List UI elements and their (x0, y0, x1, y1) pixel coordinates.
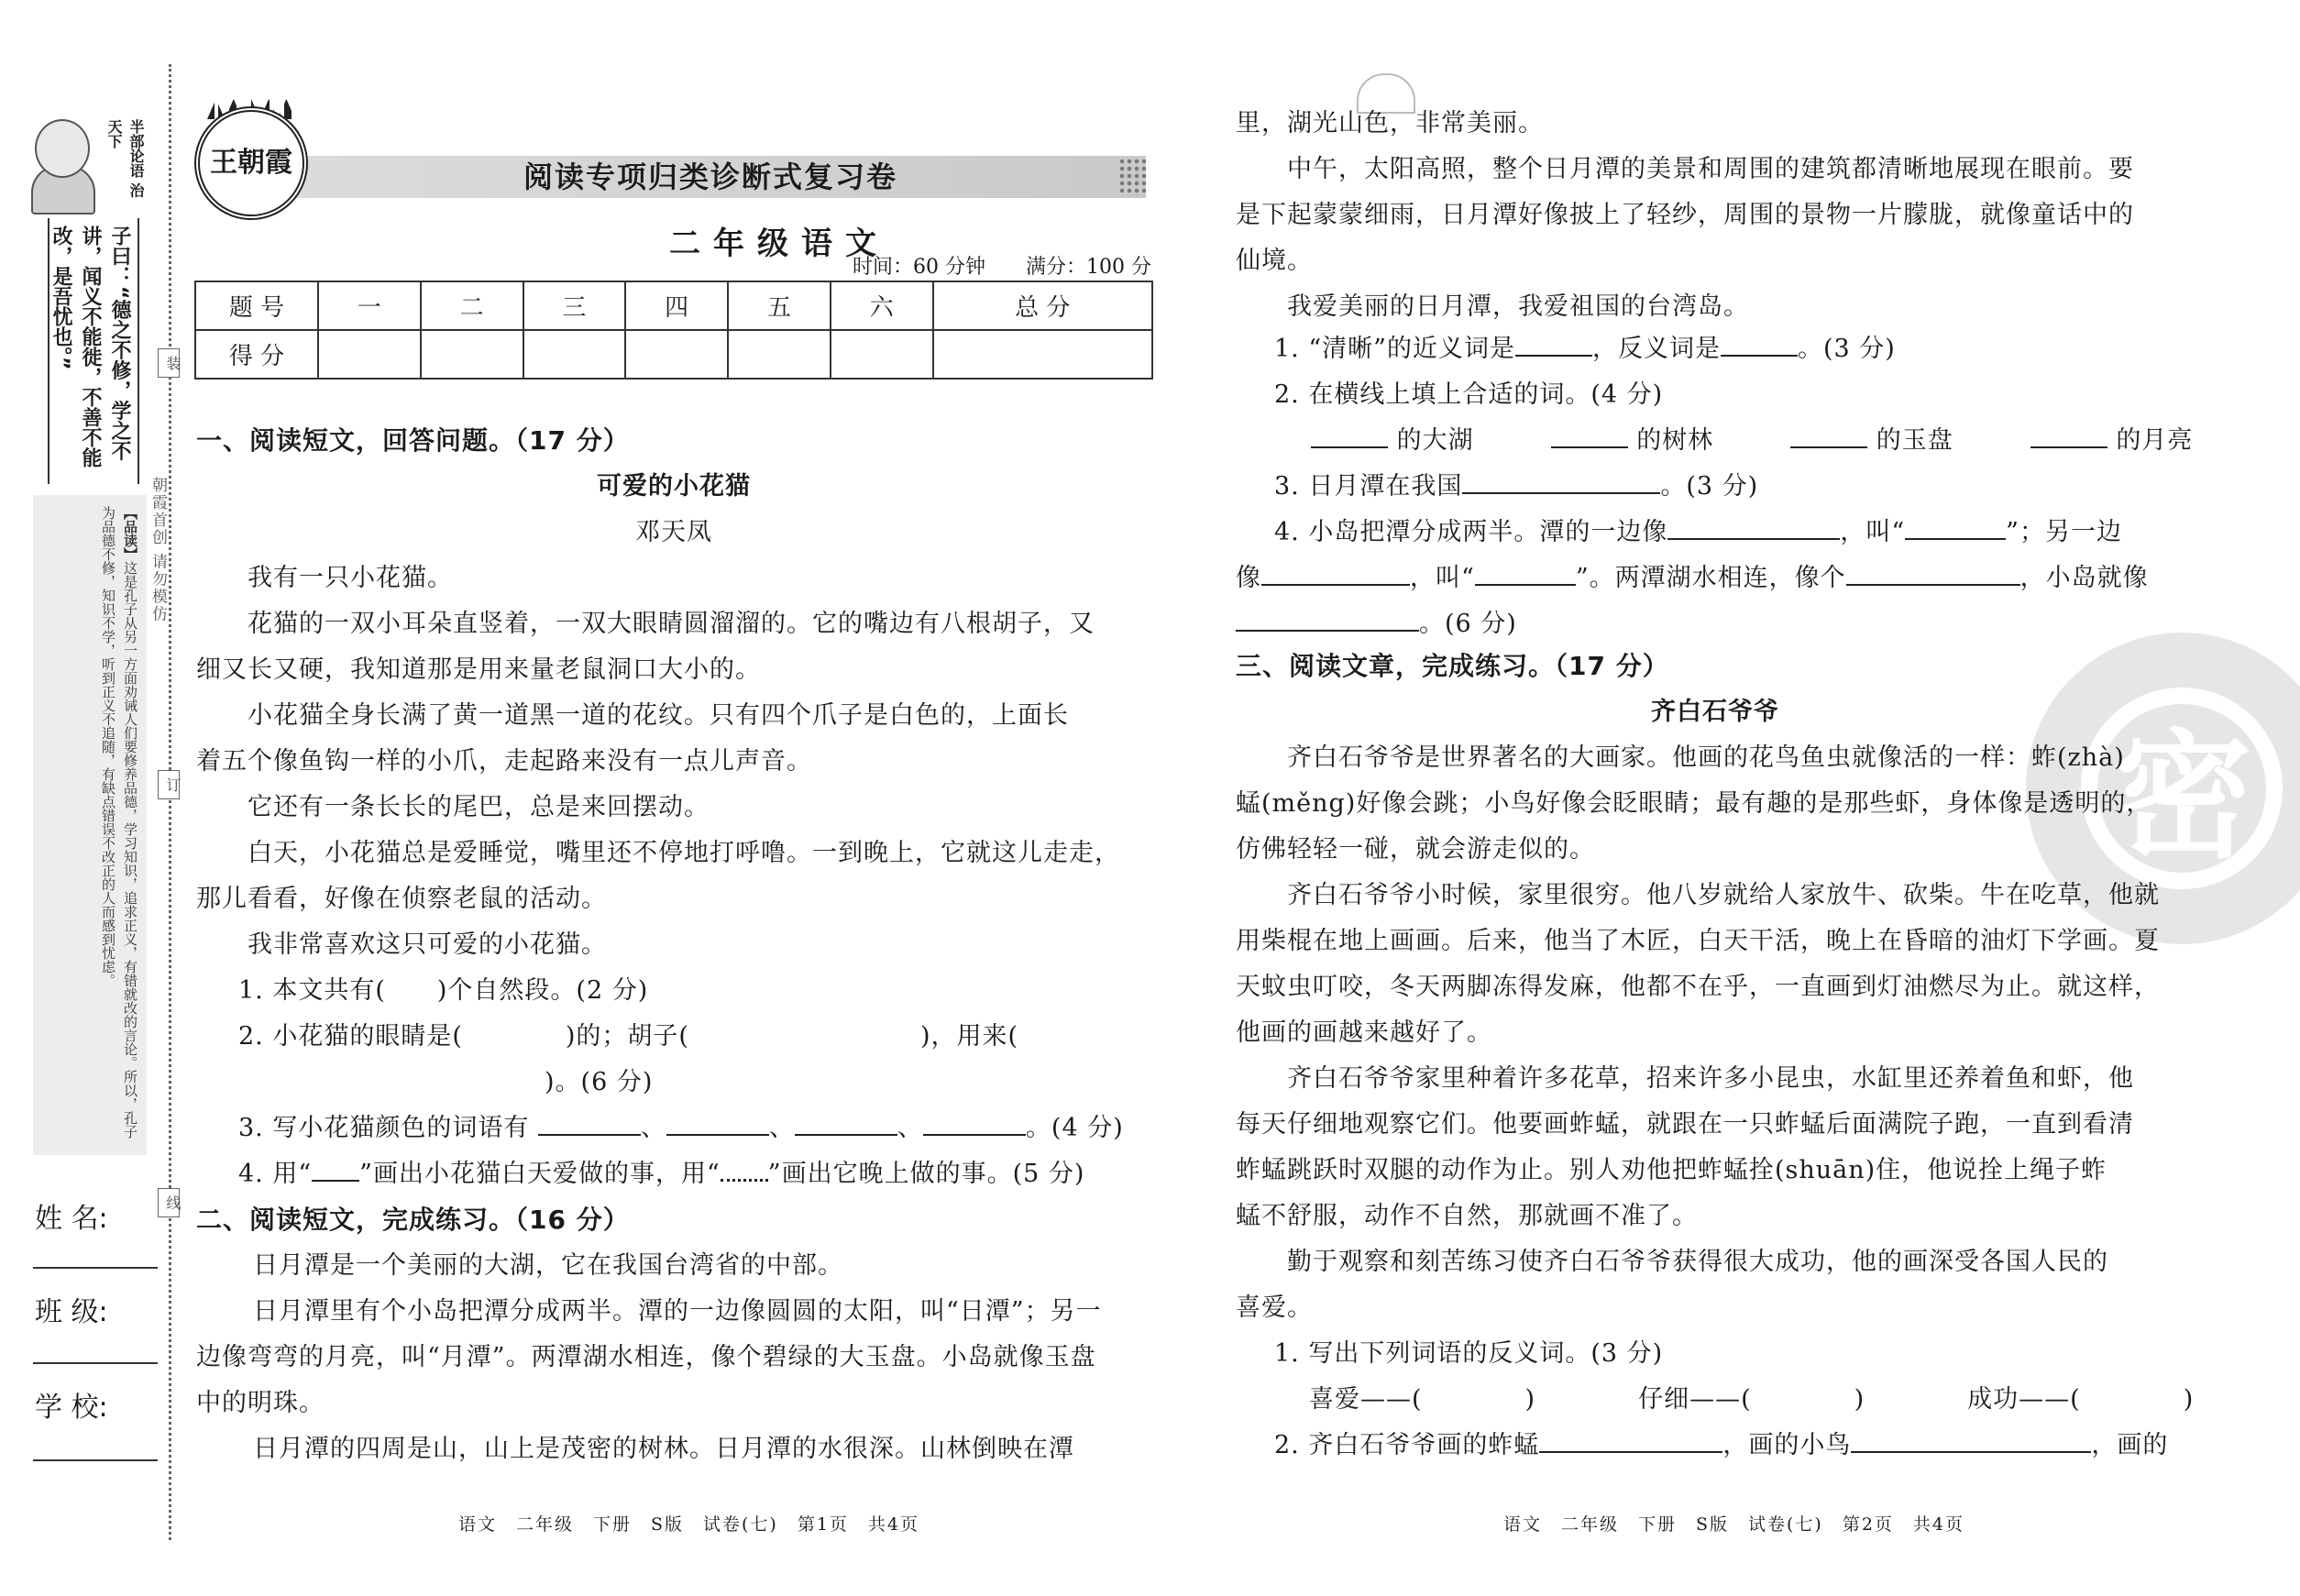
class-line[interactable] (33, 1362, 158, 1364)
q-text: 。(3 分) (1797, 335, 1896, 363)
q4-text: ”画出小花猫白天爱做的事，用“ (359, 1160, 721, 1188)
score-row-label: 得 分 (195, 330, 318, 379)
story3-para: 齐白石爷爷家里种着许多花草，招来许多小昆虫，水缸里还养着鱼和虾，他 (1287, 1064, 2134, 1093)
q3-prefix: 3. 写小花猫颜色的词语有 (238, 1114, 530, 1142)
fold-mark-xian: 线 (158, 1188, 180, 1217)
class-label: 班 级: (35, 1296, 108, 1328)
story2-para: 日月潭里有个小岛把潭分成两半。潭的一边像圆圆的太阳，叫“日潭”；另一 (253, 1297, 1102, 1326)
question-1-4[interactable] (238, 1151, 1084, 1197)
story1-para: 我有一只小花猫。 (248, 564, 453, 592)
answer-blank[interactable] (666, 1110, 769, 1136)
name-label: 姓 名: (35, 1203, 108, 1235)
story2-cont-para: 是下起蒙蒙细雨，日月潭好像披上了轻纱，周围的景物一片朦胧，就像童话中的 (1236, 201, 2134, 229)
story2-cont-para: 中午，太阳高照，整个日月潭的美景和周围的建筑都清晰地展现在眼前。要 (1287, 155, 2134, 183)
score-col-5: 五 (728, 281, 831, 330)
story3-para: 勤于观察和刻苦练习使齐白石爷爷获得很大成功，他的画深受各国人民的 (1287, 1248, 2108, 1276)
confucius-illustration (31, 110, 147, 211)
fill-item: 的玉盘 (1876, 426, 1953, 455)
q-text: ”。两潭湖水相连，像个 (1575, 564, 1846, 592)
answer-blank[interactable] (1846, 560, 2020, 586)
story1-para: 花猫的一双小耳朵直竖着，一双大眼睛圆溜溜的。它的嘴边有八根胡子，又 (248, 610, 1095, 638)
question-2-1[interactable] (1274, 326, 1896, 372)
story3-para: 天蚊虫叮咬，冬天两脚冻得发麻，他都不在乎，一直画到灯油燃尽为止。就这样， (1236, 973, 2160, 1001)
binding-fold-line (169, 64, 171, 1540)
wavy-underline-icon (721, 1157, 768, 1182)
fill-item: 的月亮 (2116, 426, 2194, 455)
antonym-item[interactable]: 成功——( ) (1967, 1385, 2195, 1414)
question-2-2-items[interactable] (1311, 418, 2193, 464)
brand-logo: 王朝霞 (194, 106, 308, 220)
answer-blank[interactable] (1721, 331, 1798, 357)
confucius-quote: 子曰：“德之不修，学之不讲，闻义不能徙，不善不能改，是吾忧也。” (48, 218, 139, 484)
story2-para: 中的明珠。 (196, 1389, 325, 1417)
score-cell[interactable] (523, 330, 626, 379)
answer-blank[interactable] (1790, 423, 1867, 448)
answer-blank[interactable] (1475, 560, 1576, 586)
story1-para: 小花猫全身长满了黄一道黑一道的花纹。只有四个爪子是白色的，上面长 (248, 701, 1069, 730)
question-1-2[interactable]: 2. 小花猫的眼睛是( )的；胡子( )，用来( (238, 1022, 1019, 1051)
question-2-4-line3[interactable] (1236, 601, 1517, 647)
score-col-3: 三 (523, 281, 626, 330)
lunyu-banner: 半部论语 治天下 (105, 119, 145, 198)
answer-blank[interactable] (1236, 606, 1419, 632)
score-col-6: 六 (831, 281, 933, 330)
answer-blank[interactable] (1261, 560, 1410, 586)
score-col-1: 一 (318, 281, 421, 330)
score-table (194, 281, 1153, 380)
story3-para: 用柴棍在地上画画。后来，他当了木匠，白天干活，晚上在昏暗的油灯下学画。夏 (1236, 927, 2160, 955)
question-2-4[interactable] (1274, 510, 2122, 556)
story3-para: 齐白石爷爷是世界著名的大画家。他画的花鸟鱼虫就像活的一样：蚱(zhà) (1287, 743, 2125, 772)
answer-blank[interactable] (1515, 331, 1592, 357)
straight-underline-icon (312, 1158, 359, 1182)
score-col-2: 二 (421, 281, 523, 330)
q-text: ，叫“ (1410, 564, 1475, 592)
story3-para: 齐白石爷爷小时候，家里很穷。他八岁就给人家放牛、砍柴。牛在吃草，他就 (1287, 881, 2160, 909)
q-text: 像 (1236, 564, 1261, 592)
q-text: 1. “清晰”的近义词是 (1274, 335, 1515, 363)
question-3-2[interactable] (1274, 1423, 2168, 1469)
story3-para: 蚱蜢跳跃时双腿的动作为止。别人劝他把蚱蜢拴(shuān)住，他说拴上绳子蚱 (1236, 1156, 2107, 1184)
q-text: 4. 小岛把潭分成两半。潭的一边像 (1274, 518, 1668, 546)
subject-title: 二年级语文 (669, 226, 889, 262)
score-col-total: 总 分 (933, 281, 1152, 330)
story1-para: 那儿看看，好像在侦察老鼠的活动。 (196, 885, 607, 913)
score-cell[interactable] (728, 330, 831, 379)
figure-face-icon (35, 119, 90, 178)
section-1-title: 一、阅读短文，回答问题。（17 分） (196, 425, 630, 456)
story1-para: 我非常喜欢这只可爱的小花猫。 (248, 930, 607, 959)
score-label: 满分：100 分 (1026, 256, 1151, 279)
score-cell[interactable] (625, 330, 728, 379)
answer-blank[interactable] (1539, 1427, 1722, 1453)
q-text: ，画的 (2091, 1431, 2169, 1459)
story2-cont-para: 仙境。 (1236, 247, 1313, 275)
q-text: 。(3 分) (1660, 472, 1759, 501)
pindu-text: 这是孔子从另一方面劝诫人们要修养品德，学习知识，追求正义，有错就改的言论。所以，孔子为品德不修，知识不学，听到正义不追随，有缺点错误不改正的人而感到忧虑。 (100, 506, 138, 1139)
story1-para: 细又长又硬，我知道那是用来量老鼠洞口大小的。 (196, 655, 761, 684)
score-value-row (195, 330, 1152, 379)
fold-mark-ding: 订 (158, 770, 180, 799)
question-3-1[interactable]: 1. 写出下列词语的反义词。(3 分) (1274, 1339, 1664, 1368)
q4-text: ”画出它晚上做的事。(5 分) (767, 1160, 1085, 1188)
question-2-3[interactable] (1274, 464, 1758, 510)
time-label: 时间：60 分钟 (852, 256, 985, 279)
right-page-footer: 语文 二年级 下册 S版 试卷(七) 第2页 共4页 (1503, 1514, 1965, 1535)
question-1-2-end: )。(6 分) (545, 1068, 654, 1096)
q-text: ，画的小鸟 (1722, 1431, 1852, 1459)
q3-suffix: 。(4 分) (1025, 1114, 1124, 1142)
story3-para: 蜢不舒服，动作不自然，那就画不准了。 (1236, 1202, 1698, 1230)
story3-para: 仿佛轻轻一碰，就会游走似的。 (1236, 835, 1595, 864)
exam-meta (825, 251, 1151, 280)
story1-para: 着五个像鱼钩一样的小爪，走起路来没有一点儿声音。 (196, 747, 812, 776)
q-text: 3. 日月潭在我国 (1274, 472, 1463, 501)
score-cell[interactable] (933, 330, 1152, 379)
story3-para: 每天仔细地观察它们。他要画蚱蜢，就跟在一只蚱蜢后面满院子跑，一直到看清 (1236, 1110, 2134, 1139)
school-label: 学 校: (35, 1392, 108, 1424)
story1-title: 可爱的小花猫 (597, 472, 751, 501)
fold-mark-zhuang: 装 (158, 348, 180, 378)
fill-item: 的树林 (1636, 426, 1714, 455)
answer-blank[interactable] (1311, 423, 1388, 448)
antonym-item[interactable]: 喜爱——( ) (1309, 1385, 1536, 1414)
question-1-3[interactable]: 3. 写小花猫颜色的词语有 、 、 、 。(4 分) (238, 1106, 1124, 1151)
watermark-char: 密 (2114, 718, 2252, 877)
q-text: ，反义词是 (1591, 335, 1721, 363)
q-text: 2. 齐白石爷爷画的蚱蜢 (1274, 1431, 1540, 1459)
q-text: ，小岛就像 (2019, 564, 2149, 592)
story2-para: 边像弯弯的月亮，叫“月潭”。两潭湖水相连，像个碧绿的大玉盘。小岛就像玉盘 (196, 1343, 1096, 1371)
answer-blank[interactable] (795, 1110, 897, 1136)
score-header-row (195, 281, 1152, 330)
score-col-label: 题 号 (195, 281, 318, 330)
question-2-4-line2[interactable] (1236, 556, 2149, 601)
story2-cont-para: 我爱美丽的日月潭，我爱祖国的台湾岛。 (1287, 292, 1749, 321)
series-title: 阅读专项归类诊断式复习卷 (523, 160, 897, 194)
question-3-1-items[interactable] (1309, 1377, 2194, 1423)
left-page-footer: 语文 二年级 下册 S版 试卷(七) 第1页 共4页 (458, 1514, 920, 1535)
score-col-4: 四 (625, 281, 728, 330)
story3-para: 他画的画越来越好了。 (1236, 1018, 1492, 1047)
story3-para: 蜢(měng)好像会跳；小鸟好像会眨眼睛；最有趣的是那些虾，身体像是透明的， (1236, 789, 2152, 818)
score-cell[interactable] (831, 330, 933, 379)
story2-para: 日月潭的四周是山，山上是茂密的树林。日月潭的水很深。山林倒映在潭 (253, 1435, 1074, 1463)
answer-blank[interactable] (1905, 514, 2006, 540)
answer-blank[interactable] (923, 1110, 1026, 1136)
answer-blank[interactable] (1551, 423, 1628, 448)
copyright-notice: 朝霞首创 请勿模仿 (149, 477, 167, 623)
section-3-title: 三、阅读文章，完成练习。（17 分） (1236, 651, 1669, 681)
score-cell[interactable] (318, 330, 421, 379)
section-2-title: 二、阅读短文，完成练习。（16 分） (196, 1205, 630, 1235)
answer-blank[interactable] (1851, 1427, 2091, 1453)
pindu-commentary (33, 495, 147, 1155)
question-2-2[interactable]: 2. 在横线上填上合适的词。(4 分) (1274, 380, 1664, 409)
story3-title: 齐白石爷爷 (1651, 698, 1779, 726)
antonym-item[interactable]: 仔细——( ) (1638, 1385, 1865, 1414)
name-line[interactable] (33, 1267, 158, 1269)
q-text: ”；另一边 (2006, 518, 2122, 546)
q4-text: 4. 用“ (238, 1160, 313, 1188)
question-1-1[interactable]: 1. 本文共有( )个自然段。(2 分) (238, 976, 649, 1005)
answer-blank[interactable] (1462, 468, 1660, 494)
school-line[interactable] (33, 1459, 158, 1461)
answer-blank[interactable] (2030, 423, 2107, 448)
story2-cont-para: 里，湖光山色，非常美丽。 (1236, 109, 1544, 138)
answer-blank[interactable] (1667, 514, 1840, 540)
q-text: 。(6 分) (1419, 610, 1517, 638)
story3-para: 喜爱。 (1236, 1293, 1313, 1322)
story2-para: 日月潭是一个美丽的大湖，它在我国台湾省的中部。 (253, 1251, 843, 1280)
score-cell[interactable] (421, 330, 523, 379)
story1-para: 它还有一条长长的尾巴，总是来回摆动。 (248, 793, 710, 821)
story1-para: 白天，小花猫总是爱睡觉，嘴里还不停地打呼噜。一到晚上，它就这儿走走， (248, 839, 1120, 867)
answer-blank[interactable] (538, 1110, 641, 1136)
fill-item: 的大湖 (1396, 426, 1474, 455)
q-text: ，叫“ (1840, 518, 1906, 546)
story1-author: 邓天凤 (635, 518, 712, 546)
pindu-label: 【品读】 (122, 506, 138, 561)
